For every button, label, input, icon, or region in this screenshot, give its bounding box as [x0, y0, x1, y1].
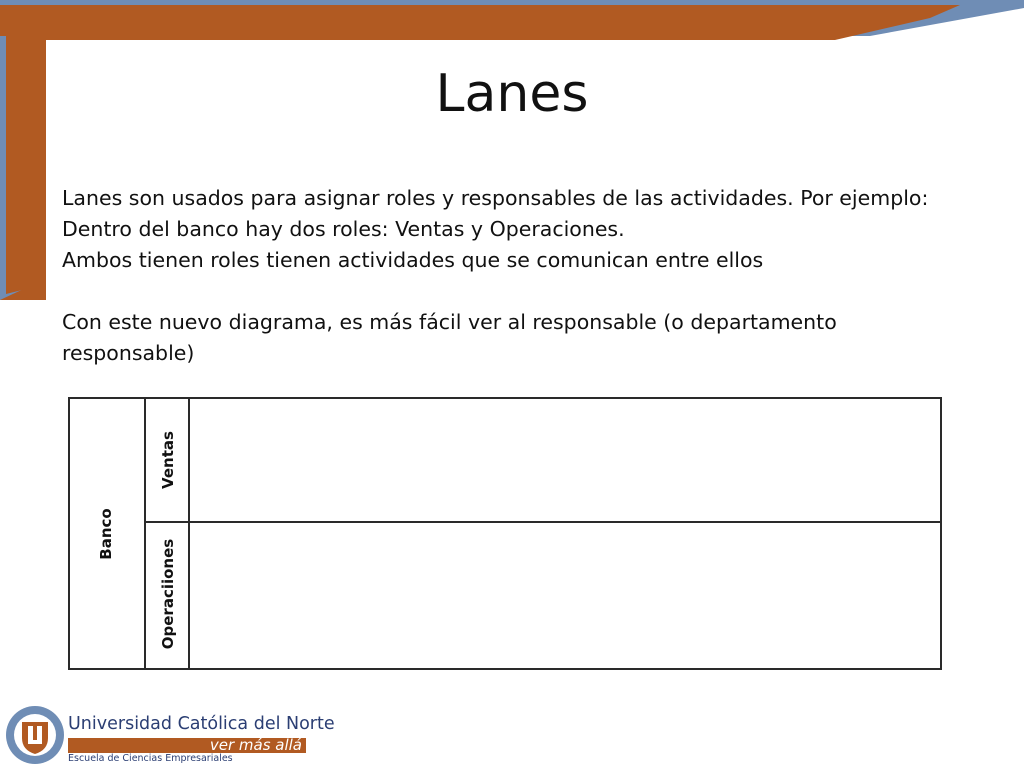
slide-body — [62, 183, 962, 369]
swimlane-diagram — [68, 397, 942, 670]
body-line: Con este nuevo diagrama, es más fácil ver al responsable (o departamento responsable) — [62, 310, 837, 365]
slogan: ver más allá — [209, 736, 302, 754]
body-line: Dentro del banco hay dos roles: Ventas y Operaciones. — [62, 217, 625, 241]
lane-label-ventas: Ventas — [159, 431, 177, 489]
pool-label: Banco — [97, 508, 115, 560]
body-line: Ambos tienen roles tienen actividades que se comunican entre ellos — [62, 248, 764, 272]
svg-text:N: N — [32, 714, 38, 722]
lane-divider — [146, 521, 940, 523]
pool-label-column — [70, 399, 146, 668]
lane-label-column — [146, 399, 190, 668]
body-line: Lanes son usados para asignar roles y responsables de las actividades. Por ejemplo: — [62, 186, 929, 210]
lane-label-operaciones: Operaciiones — [159, 538, 177, 650]
school-name: Escuela de Ciencias Empresariales — [68, 753, 233, 764]
university-name: Universidad Católica del Norte — [68, 714, 335, 734]
slide-title: Lanes — [435, 64, 589, 124]
slogan-bar — [68, 738, 306, 753]
university-seal-icon — [4, 704, 66, 766]
